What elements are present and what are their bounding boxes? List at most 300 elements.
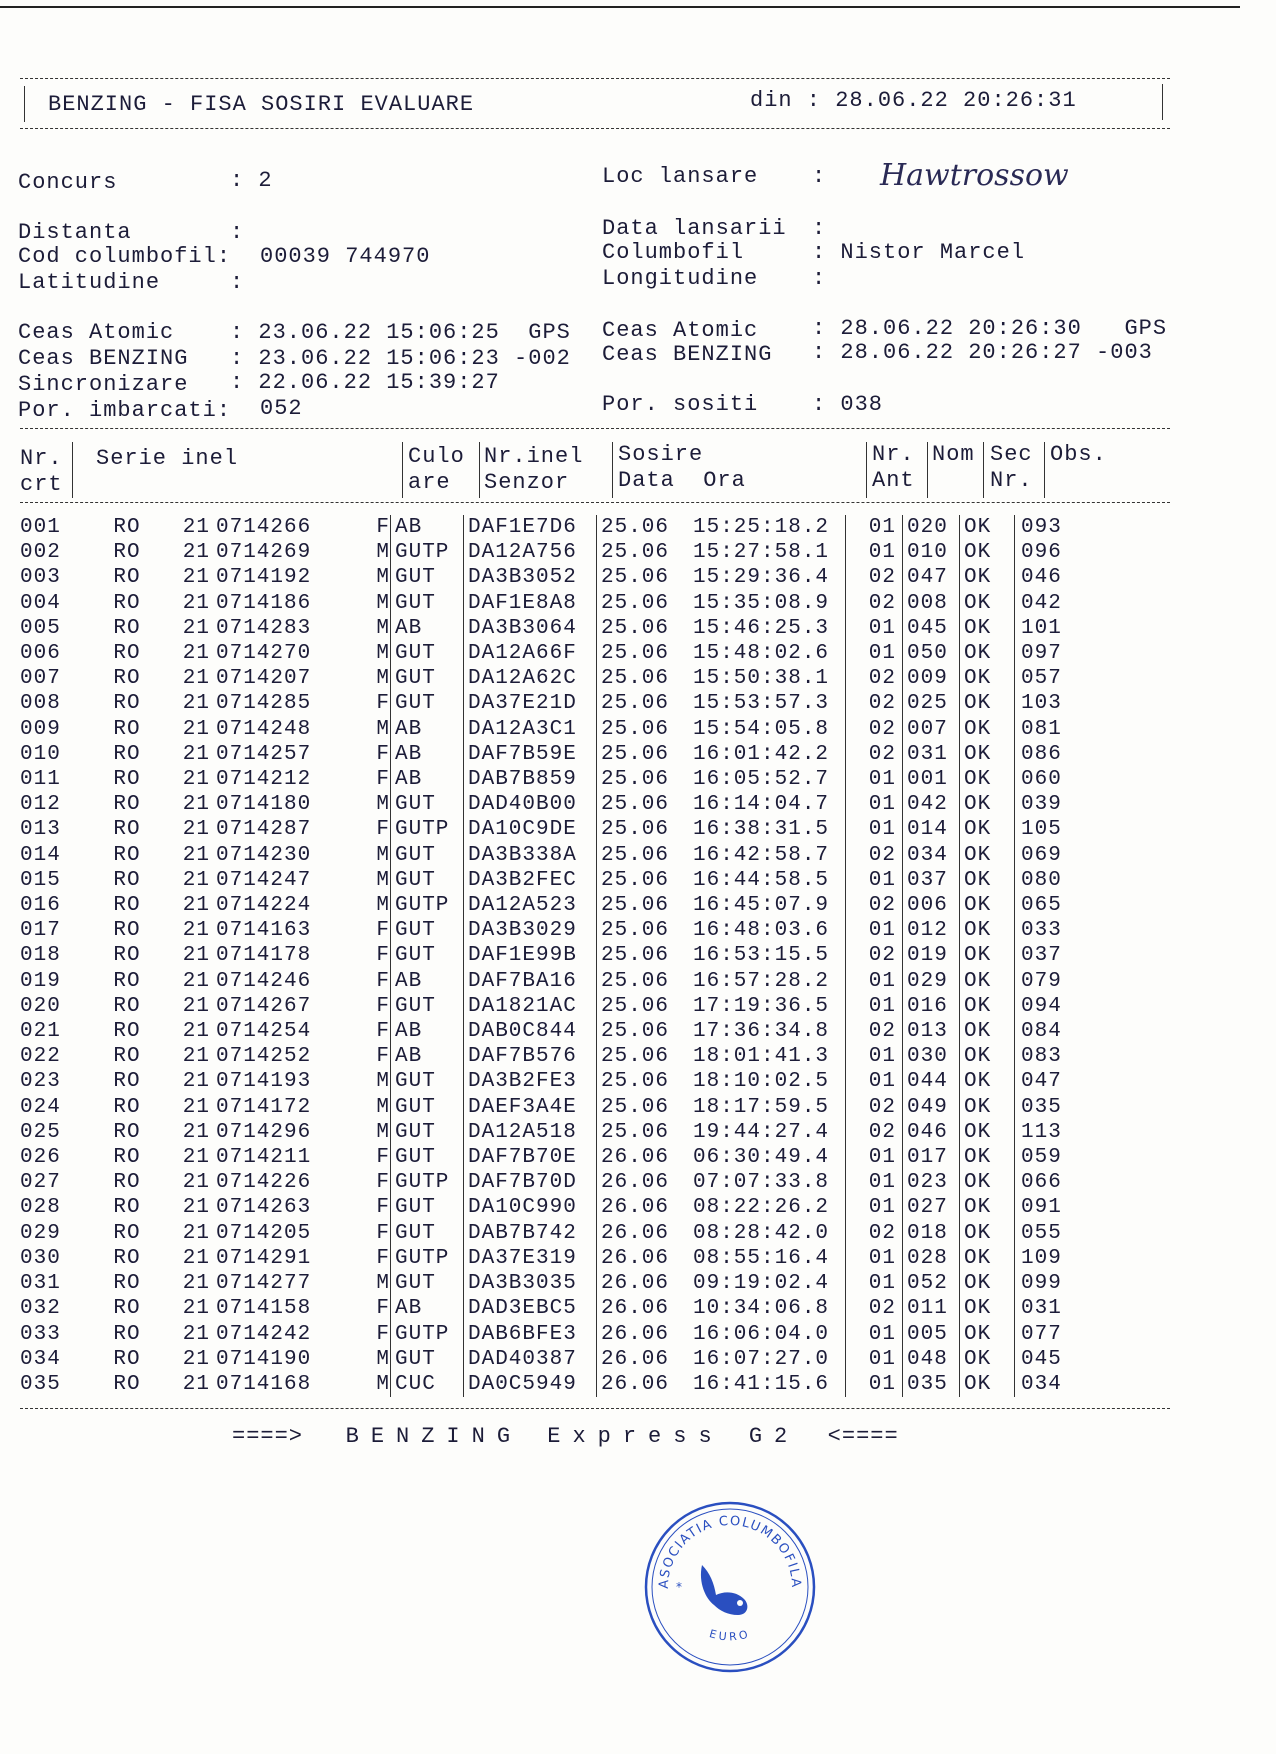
row-number: 010: [20, 742, 61, 766]
table-row: [20, 868, 1081, 893]
row-ant: 02: [846, 742, 903, 767]
row-sex: M: [376, 1070, 390, 1094]
row-color: GUT: [391, 843, 464, 868]
row-ant: 01: [846, 1246, 903, 1271]
row-time: 16:53:15.5: [693, 944, 830, 968]
row-country: RO: [113, 894, 141, 918]
row-nom: 016: [903, 994, 960, 1019]
row-number: 016: [20, 894, 61, 918]
col-sec-line1: Sec: [990, 442, 1033, 467]
row-number: 008: [20, 692, 61, 716]
row-ring: 0714193: [216, 1070, 312, 1094]
row-sex: F: [376, 919, 390, 943]
row-country: RO: [113, 566, 141, 590]
row-obs: 105: [1015, 817, 1082, 842]
row-obs: 103: [1015, 691, 1082, 716]
row-date: 25.06: [597, 893, 694, 918]
col-ant-line1: Nr.: [872, 442, 915, 467]
row-nom: 007: [903, 717, 960, 742]
row-ring: 0714163: [216, 919, 312, 943]
row-nom: 011: [903, 1296, 960, 1321]
row-obs: 094: [1015, 994, 1082, 1019]
row-sec: OK: [960, 994, 1015, 1019]
row-sensor: DAB0C844: [464, 1019, 597, 1044]
row-ant: 01: [846, 1271, 903, 1296]
row-sex: F: [376, 1045, 390, 1069]
row-color: GUT: [391, 641, 464, 666]
row-sex: F: [376, 1322, 390, 1346]
row-color: GUTP: [391, 540, 464, 565]
row-color: AB: [391, 616, 464, 641]
row-ring: 0714246: [216, 969, 312, 993]
row-time: 18:01:41.3: [693, 1045, 830, 1069]
report-title: BENZING - FISA SOSIRI EVALUARE: [48, 92, 475, 117]
row-ant: 02: [846, 565, 903, 590]
row-sec: OK: [960, 1322, 1015, 1347]
row-color: AB: [391, 1296, 464, 1321]
row-country: RO: [113, 919, 141, 943]
row-sec: OK: [960, 717, 1015, 742]
row-sec: OK: [960, 1347, 1015, 1372]
row-country: RO: [113, 1020, 141, 1044]
row-nom: 044: [903, 1069, 960, 1094]
row-obs: 091: [1015, 1195, 1082, 1220]
row-sensor: DA37E319: [464, 1246, 597, 1271]
ceas-atomic-end-label: Ceas Atomic: [602, 318, 759, 343]
row-obs: 099: [1015, 1271, 1082, 1296]
row-nom: 052: [903, 1271, 960, 1296]
row-number: 003: [20, 566, 61, 590]
row-time: 16:05:52.7: [693, 768, 830, 792]
col-sec-line2: Nr.: [990, 468, 1033, 493]
row-sex: M: [376, 1347, 390, 1371]
row-year: 21: [182, 566, 210, 590]
row-sec: OK: [960, 943, 1015, 968]
row-sensor: DA10C990: [464, 1195, 597, 1220]
row-sensor: DAD40B00: [464, 792, 597, 817]
row-sensor: DAB6BFE3: [464, 1322, 597, 1347]
row-country: RO: [113, 1297, 141, 1321]
row-color: GUT: [391, 994, 464, 1019]
row-ring: 0714186: [216, 591, 312, 615]
row-country: RO: [113, 717, 141, 741]
row-ring: 0714248: [216, 717, 312, 741]
row-date: 25.06: [597, 515, 694, 540]
columbofil-label: Columbofil: [602, 240, 745, 265]
col-sep-2: [402, 442, 403, 498]
table-row: [20, 591, 1081, 616]
row-obs: 059: [1015, 1145, 1082, 1170]
longitudine-value: :: [812, 266, 827, 291]
row-date: 25.06: [597, 918, 694, 943]
cod-columbofil-label: Cod columbofil:: [18, 244, 232, 269]
row-ring: 0714257: [216, 742, 312, 766]
row-color: GUT: [391, 1271, 464, 1296]
row-nom: 050: [903, 641, 960, 666]
row-nom: 014: [903, 817, 960, 842]
row-date: 25.06: [597, 717, 694, 742]
row-sensor: DA3B3035: [464, 1271, 597, 1296]
row-sensor: DA3B2FEC: [464, 868, 597, 893]
row-sensor: DA37E21D: [464, 691, 597, 716]
row-date: 25.06: [597, 616, 694, 641]
row-date: 25.06: [597, 565, 694, 590]
row-ring: 0714254: [216, 1020, 312, 1044]
col-sep-6: [927, 442, 928, 498]
stamp-arc-text: ASOCIATIA COLUMBOFILA: [656, 1513, 804, 1590]
row-sensor: DAF1E7D6: [464, 515, 597, 540]
latitudine-label: Latitudine: [18, 270, 161, 295]
row-sensor: DAF1E99B: [464, 943, 597, 968]
row-nom: 025: [903, 691, 960, 716]
row-color: GUT: [391, 1095, 464, 1120]
row-nom: 028: [903, 1246, 960, 1271]
row-ant: 01: [846, 616, 903, 641]
row-date: 26.06: [597, 1170, 694, 1195]
row-ant: 02: [846, 1296, 903, 1321]
row-ring: 0714285: [216, 692, 312, 716]
row-ant: 02: [846, 1221, 903, 1246]
row-sensor: DA3B3029: [464, 918, 597, 943]
row-year: 21: [182, 1372, 210, 1396]
row-obs: 077: [1015, 1322, 1082, 1347]
row-country: RO: [113, 642, 141, 666]
table-row: [20, 540, 1081, 565]
row-ant: 01: [846, 868, 903, 893]
row-country: RO: [113, 1070, 141, 1094]
row-country: RO: [113, 1171, 141, 1195]
table-row: [20, 616, 1081, 641]
col-sosire-line1: Sosire: [618, 442, 704, 467]
row-obs: 093: [1015, 515, 1082, 540]
row-color: AB: [391, 1044, 464, 1069]
row-sensor: DA3B3064: [464, 616, 597, 641]
row-sex: M: [376, 1120, 390, 1144]
row-sex: M: [376, 1095, 390, 1119]
row-ring: 0714207: [216, 667, 312, 691]
row-color: GUTP: [391, 817, 464, 842]
row-ant: 02: [846, 1019, 903, 1044]
table-row: [20, 994, 1081, 1019]
row-sec: OK: [960, 666, 1015, 691]
row-date: 25.06: [597, 1120, 694, 1145]
col-obs: Obs.: [1050, 442, 1107, 467]
stamp-graphic: [640, 1495, 820, 1675]
row-sec: OK: [960, 918, 1015, 943]
row-date: 25.06: [597, 994, 694, 1019]
row-color: AB: [391, 969, 464, 994]
data-lansarii-label: Data lansarii: [602, 216, 787, 241]
distanta-value: :: [230, 220, 245, 245]
row-ring: 0714263: [216, 1196, 312, 1220]
row-sex: M: [376, 1372, 390, 1396]
row-color: GUT: [391, 1120, 464, 1145]
table-row: [20, 1044, 1081, 1069]
table-row: [20, 1221, 1081, 1246]
row-number: 032: [20, 1297, 61, 1321]
row-color: GUTP: [391, 1322, 464, 1347]
row-nom: 047: [903, 565, 960, 590]
row-sec: OK: [960, 616, 1015, 641]
row-nom: 045: [903, 616, 960, 641]
row-ring: 0714242: [216, 1322, 312, 1346]
row-country: RO: [113, 1146, 141, 1170]
sositi-label: Por. sositi: [602, 392, 759, 417]
loc-lansare-label: Loc lansare: [602, 164, 759, 189]
row-sensor: DA3B2FE3: [464, 1069, 597, 1094]
row-sex: M: [376, 717, 390, 741]
row-date: 25.06: [597, 1019, 694, 1044]
row-time: 09:19:02.4: [693, 1272, 830, 1296]
row-number: 023: [20, 1070, 61, 1094]
row-time: 16:14:04.7: [693, 793, 830, 817]
row-nom: 006: [903, 893, 960, 918]
row-date: 25.06: [597, 817, 694, 842]
row-date: 25.06: [597, 691, 694, 716]
row-number: 034: [20, 1347, 61, 1371]
col-culoare-line1: Culo: [408, 444, 465, 469]
row-number: 019: [20, 969, 61, 993]
row-number: 001: [20, 516, 61, 539]
row-time: 07:07:33.8: [693, 1171, 830, 1195]
table-row: [20, 1322, 1081, 1347]
row-sex: F: [376, 1246, 390, 1270]
row-date: 26.06: [597, 1145, 694, 1170]
row-date: 25.06: [597, 641, 694, 666]
row-ant: 01: [846, 1044, 903, 1069]
row-date: 25.06: [597, 540, 694, 565]
row-country: RO: [113, 1120, 141, 1144]
row-obs: 065: [1015, 893, 1082, 918]
row-color: GUT: [391, 918, 464, 943]
row-year: 21: [182, 1246, 210, 1270]
row-sex: M: [376, 541, 390, 565]
row-ring: 0714252: [216, 1045, 312, 1069]
row-obs: 096: [1015, 540, 1082, 565]
table-row: [20, 1296, 1081, 1321]
columns-top-dash: [20, 428, 1170, 429]
row-obs: 113: [1015, 1120, 1082, 1145]
row-country: RO: [113, 1196, 141, 1220]
row-color: GUT: [391, 1145, 464, 1170]
table-row: [20, 666, 1081, 691]
row-sec: OK: [960, 893, 1015, 918]
row-nom: 010: [903, 540, 960, 565]
row-sex: M: [376, 667, 390, 691]
col-sep-1: [72, 442, 73, 498]
row-number: 025: [20, 1120, 61, 1144]
row-nom: 017: [903, 1145, 960, 1170]
row-number: 030: [20, 1246, 61, 1270]
col-serie-inel: Serie inel: [96, 446, 239, 471]
row-country: RO: [113, 1347, 141, 1371]
table-row: [20, 1145, 1081, 1170]
row-ant: 01: [846, 1170, 903, 1195]
row-year: 21: [182, 616, 210, 640]
row-ant: 01: [846, 1322, 903, 1347]
row-color: AB: [391, 515, 464, 540]
table-row: [20, 1170, 1081, 1195]
row-sec: OK: [960, 1145, 1015, 1170]
row-nom: 019: [903, 943, 960, 968]
row-color: GUT: [391, 1221, 464, 1246]
row-obs: 060: [1015, 767, 1082, 792]
row-sensor: DAEF3A4E: [464, 1095, 597, 1120]
row-ant: 02: [846, 717, 903, 742]
row-date: 25.06: [597, 591, 694, 616]
table-row: [20, 1019, 1081, 1044]
header-top-dash: [20, 78, 1170, 79]
row-ring: 0714192: [216, 566, 312, 590]
row-year: 21: [182, 1045, 210, 1069]
row-time: 17:19:36.5: [693, 994, 830, 1018]
row-sensor: DA10C9DE: [464, 817, 597, 842]
row-number: 009: [20, 717, 61, 741]
row-year: 21: [182, 667, 210, 691]
row-sensor: DA3B3052: [464, 565, 597, 590]
row-year: 21: [182, 843, 210, 867]
row-sec: OK: [960, 969, 1015, 994]
row-year: 21: [182, 717, 210, 741]
row-nom: 012: [903, 918, 960, 943]
row-sec: OK: [960, 1372, 1015, 1397]
row-sex: M: [376, 1272, 390, 1296]
row-color: GUT: [391, 666, 464, 691]
sincronizare-label: Sincronizare: [18, 372, 189, 397]
row-country: RO: [113, 994, 141, 1018]
row-year: 21: [182, 1095, 210, 1119]
row-sex: F: [376, 1171, 390, 1195]
row-sex: F: [376, 1020, 390, 1044]
row-year: 21: [182, 868, 210, 892]
row-sec: OK: [960, 1246, 1015, 1271]
row-sec: OK: [960, 868, 1015, 893]
row-date: 25.06: [597, 943, 694, 968]
row-sex: M: [376, 868, 390, 892]
row-date: 25.06: [597, 792, 694, 817]
row-obs: 084: [1015, 1019, 1082, 1044]
row-obs: 079: [1015, 969, 1082, 994]
row-time: 15:54:05.8: [693, 717, 830, 741]
row-ring: 0714226: [216, 1171, 312, 1195]
row-country: RO: [113, 616, 141, 640]
row-sec: OK: [960, 843, 1015, 868]
row-sec: OK: [960, 691, 1015, 716]
row-sex: M: [376, 843, 390, 867]
row-ant: 02: [846, 893, 903, 918]
row-ring: 0714180: [216, 793, 312, 817]
row-ring: 0714224: [216, 894, 312, 918]
table-row: [20, 792, 1081, 817]
row-date: 25.06: [597, 868, 694, 893]
row-nom: 027: [903, 1195, 960, 1220]
row-color: GUT: [391, 591, 464, 616]
row-nom: 048: [903, 1347, 960, 1372]
table-row: [20, 843, 1081, 868]
row-ant: 01: [846, 1372, 903, 1397]
row-color: GUT: [391, 1195, 464, 1220]
row-sex: M: [376, 591, 390, 615]
table-row: [20, 691, 1081, 716]
row-sex: F: [376, 1196, 390, 1220]
row-time: 16:44:58.5: [693, 868, 830, 892]
row-year: 21: [182, 1120, 210, 1144]
footer-arrow-right: <====: [827, 1424, 899, 1449]
row-number: 017: [20, 919, 61, 943]
row-color: GUT: [391, 943, 464, 968]
row-date: 26.06: [597, 1372, 694, 1397]
row-nom: 046: [903, 1120, 960, 1145]
row-number: 021: [20, 1020, 61, 1044]
row-sec: OK: [960, 641, 1015, 666]
row-time: 15:53:57.3: [693, 692, 830, 716]
row-sensor: DAF7B59E: [464, 742, 597, 767]
row-nom: 029: [903, 969, 960, 994]
row-sex: M: [376, 894, 390, 918]
row-time: 16:07:27.0: [693, 1347, 830, 1371]
header-left-bar: [24, 86, 25, 122]
imbarcati-value: 052: [260, 396, 303, 421]
columns-bottom-dash: [20, 502, 1170, 503]
row-ant: 01: [846, 792, 903, 817]
row-ring: 0714158: [216, 1297, 312, 1321]
row-sex: M: [376, 566, 390, 590]
ceas-benzing-end-label: Ceas BENZING: [602, 342, 773, 367]
row-time: 18:10:02.5: [693, 1070, 830, 1094]
row-sec: OK: [960, 1170, 1015, 1195]
report-date-value: 28.06.22 20:26:31: [835, 88, 1077, 113]
row-ant: 02: [846, 943, 903, 968]
row-time: 15:35:08.9: [693, 591, 830, 615]
row-year: 21: [182, 1070, 210, 1094]
distanta-label: Distanta: [18, 220, 132, 245]
row-color: GUT: [391, 691, 464, 716]
row-date: 25.06: [597, 767, 694, 792]
row-color: AB: [391, 767, 464, 792]
row-ant: 01: [846, 1195, 903, 1220]
row-date: 26.06: [597, 1322, 694, 1347]
row-number: 013: [20, 818, 61, 842]
row-color: GUTP: [391, 1170, 464, 1195]
row-number: 002: [20, 541, 61, 565]
row-sensor: DAD40387: [464, 1347, 597, 1372]
row-ring: 0714270: [216, 642, 312, 666]
row-sensor: DA12A523: [464, 893, 597, 918]
row-ant: 01: [846, 1347, 903, 1372]
imbarcati-label: Por. imbarcati:: [18, 398, 232, 423]
sositi-value: : 038: [812, 392, 884, 417]
col-sep-5: [866, 442, 867, 498]
table-row: [20, 817, 1081, 842]
row-date: 25.06: [597, 969, 694, 994]
ceas-atomic-end-value: : 28.06.22 20:26:30 GPS: [812, 316, 1168, 341]
row-obs: 055: [1015, 1221, 1082, 1246]
row-sex: F: [376, 768, 390, 792]
row-obs: 101: [1015, 616, 1082, 641]
row-sec: OK: [960, 742, 1015, 767]
row-time: 15:29:36.4: [693, 566, 830, 590]
row-ant: 01: [846, 994, 903, 1019]
row-sex: F: [376, 1297, 390, 1321]
col-ant-line2: Ant: [872, 468, 915, 493]
row-sec: OK: [960, 767, 1015, 792]
table-row: [20, 1271, 1081, 1296]
footer-banner: [232, 1424, 899, 1449]
row-nom: 042: [903, 792, 960, 817]
row-country: RO: [113, 667, 141, 691]
stamp-bottom-text: EURO: [707, 1627, 753, 1644]
col-nr-line1: Nr.: [20, 446, 63, 471]
